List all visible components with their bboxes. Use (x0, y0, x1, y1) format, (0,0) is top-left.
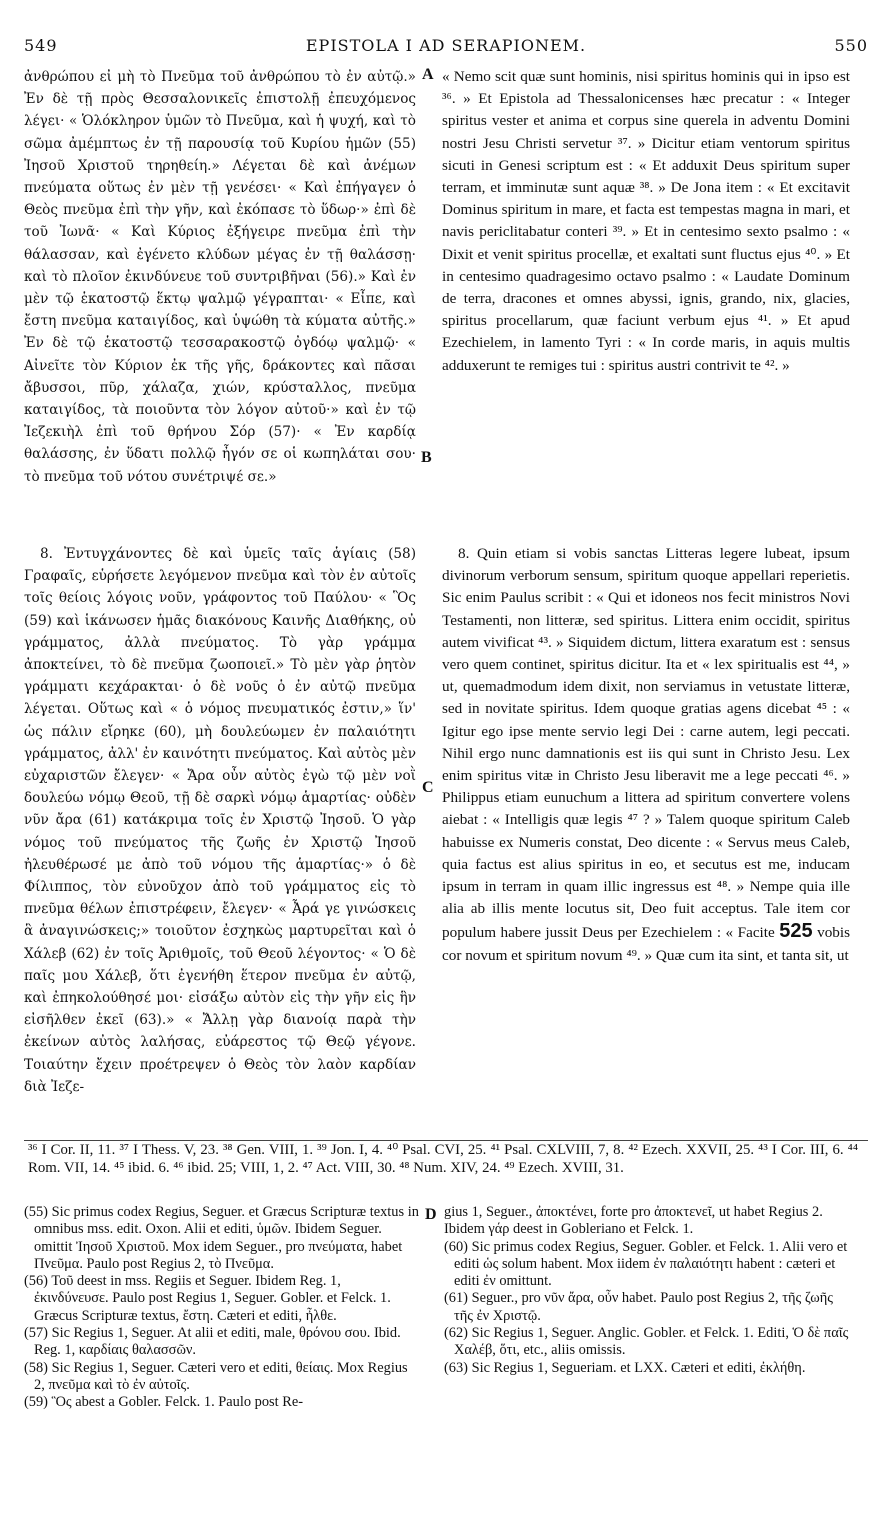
latin-column-section-1 (442, 66, 850, 377)
note-62: (62) Sic Regius 1, Seguer. Anglic. Gobler. et Felck. 1. Editi, Ὁ δὲ παῖς Χαλέβ, ὅτι, etc., aliis omissis. (444, 1325, 849, 1359)
margin-mark-c: C (422, 779, 434, 796)
note-58: (58) Sic Regius 1, Seguer. Cæteri vero et editi, θείαις. Mox Regius 2, πνεῦμα καὶ τὸ ἐν αὐτοῖς. (24, 1359, 408, 1393)
greek-paragraph-8: 8. Ἐντυγχάνοντες δὲ καὶ ὑμεῖς ταῖς ἁγίαις (58) Γραφαῖς, εὑρήσετε λεγόμενον πνεῦμα καὶ τὸν ἐν αὐτοῖς τοῖς θείοις λόγοις νοῦν, γράφοντος τοῦ Παύλου· « Ὃς (59) καὶ ἱκάνωσεν ἡμᾶς διακόνους Καινῆς Διαθήκης, οὐ γράμματος, ἀλλὰ πνεύματος. Τὸ γὰρ γράμμα ἀποκτείνει, τὸ δὲ πνεῦμα ζωοποιεῖ.» Τὸ μὲν γὰρ ῥητὸν γράμματι κεχάρακται· ὁ δὲ νοῦς ὁ ἐν αὐτῷ πνεῦμα λέγεται. Οὕτως καὶ « ὁ νόμος πνευματικός ἐστιν,» ἵν' ὡς πάλιν εἴρηκε (60), μὴ δουλεύωμεν ἐν παλαιότητι γράμματος, ἀλλ' ἐν καινότητι πνεύματος. Καὶ αὐτὸς μὲν εὐχαριστῶν ἔλεγεν· « Ἄρα οὖν αὐτὸς ἐγὼ τῷ μὲν νοῒ δουλεύω νόμῳ Θεοῦ, τῇ δὲ σαρκὶ νόμῳ ἁμαρτίας· οὐδὲν νῦν ἄρα (61) κατάκριμα τοῖς ἐν Χριστῷ Ἰησοῦ. Ὁ γὰρ νόμος τοῦ πνεύματος τῆς ζωῆς ἐν Χριστῷ Ἰησοῦ ἠλευθέρωσέ με ἀπὸ τοῦ νόμου τῆς ἁμαρτίας·» ὁ δὲ Φίλιππος, τὸν εὐνοῦχον ἀπὸ τοῦ γράμματος εἰς τὸ πνεῦμα θέλων ἐπιστρέφειν, ἔλεγεν· « Ἆρά γε γινώσκεις ἃ ἀναγινώσκεις;» τοιοῦτον ἐσχηκὼς μαρτυρεῖται καὶ ὁ Χάλεβ (62) ἐν τοῖς Ἀριθμοῖς, τοῦ Θεοῦ λέγοντος· « Ὁ δὲ παῖς μου Χάλεβ, ὅτι ἐγενήθη ἕτερον πνεῦμα ἐν αὐτῷ, καὶ ἐπηκολούθησέ μοι· εἰσάξω αὐτὸν εἰς τὴν γῆν εἰς ἣν εἰσῆλθεν ἐκεῖ (63).» « Ἄλλῃ γὰρ διανοίᾳ παρὰ τὴν ἐκείνων αὐτὸς λαλήσας, εὐάρεστος τῷ Θεῷ γέγονε. Τοιαύτην ἔχειν προέτρεψεν ὁ Θεὸς τὸν λαὸν καρδίαν διὰ Ἰεζε- (24, 546, 416, 1095)
note-56: (56) Τοῦ deest in mss. Regiis et Seguer. Ibidem Reg. 1, ἐκινδύνευσε. Paulo post Regius 1, Seguer. Gobler. et Felck. 1. Græcus Scripturæ textus, ἔστη. Cæteri et editi, ἦλθε. (24, 1273, 391, 1324)
margin-mark-d: D (425, 1206, 437, 1223)
note-57: (57) Sic Regius 1, Seguer. At alii et editi, male, θρόνου σου. Ibid. Reg. 1, καρδίαις θαλασσῶν. (24, 1325, 401, 1359)
margin-mark-b: B (421, 449, 432, 466)
note-55: (55) Sic primus codex Regius, Seguer. et Græcus Scripturæ textus in omnibus mss. edit. Oxon. Alii et editi, ὑμῶν. Ibidem Seguer. omittit Ἰησοῦ Χριστοῦ. Mox idem Seguer., pro πνεύματα, habet Πνεῦμα. Paulo post Regius 2, τὸ Πνεῦμα. (24, 1204, 419, 1272)
greek-column-section-1 (24, 66, 416, 488)
running-title: EPISTOLA I AD SERAPIONEM. (305, 36, 587, 55)
note-61: (61) Seguer., pro νῦν ἄρα, οὖν habet. Paulo post Regius 2, τῆς ζωῆς τῆς ἐν Χριστῷ. (444, 1290, 833, 1324)
running-header (24, 36, 868, 58)
scripture-references: ³⁶ I Cor. II, 11. ³⁷ I Thess. V, 23. ³⁸ Gen. VIII, 1. ³⁹ Jon. I, 4. ⁴⁰ Psal. CVI, 25. ⁴¹ Psal. CXLVIII, 7, 8. ⁴² Ezech. XXVII, 25. ⁴³ I Cor. III, 6. ⁴⁴ Rom. VII, 14. ⁴⁵ ibid. 6. ⁴⁶ ibid. 25; VIII, 1, 2. ⁴⁷ Act. VIII, 30. ⁴⁸ Num. XIV, 24. ⁴⁹ Ezech. XVIII, 31. (28, 1142, 858, 1176)
note-60: (60) Sic primus codex Regius, Seguer. Gobler. et Felck. 1. Alii vero et editi ὡς solum habent. Mox iidem ἐν παλαιότητι habent : cæteri et editi ἐν omittunt. (444, 1238, 848, 1290)
left-page-number: 549 (24, 36, 58, 55)
latin-paragraph-8-end: vobis cor novum et spiritum novum ⁴⁹. » Quæ cum ita sint, et tanta sit, ut (442, 924, 851, 964)
inline-page-number: 525 (779, 920, 813, 943)
critical-notes-right (444, 1204, 854, 1377)
latin-column-section-2 (442, 543, 850, 967)
note-63: (63) Sic Regius 1, Segueriam. et LXX. Cæteri et editi, ἐκλήθη. (444, 1359, 806, 1376)
latin-paragraph-8-text: 8. Quin etiam si vobis sanctas Litteras legere lubeat, ipsum divinorum verborum sensum, spiritum quoque appellari reperietis. Sic enim Paulus scribit : « Qui et idoneos nos fecit ministros Novi Testamenti, non litteræ, sed spiritus. Littera enim occidit, spiritus autem vivificat ⁴³. » Siquidem dictum, littera exaratum est : sensus vero quem continet, spiritus dicitur. Ita et « lex spiritualis est ⁴⁴, » ut, quemadmodum idem dixit, non serviamus in vetustate litteræ, sed in novitate spiritus. Idem quoque gratias agens dicebat ⁴⁵ : « Igitur ego ipse mente servio legi Dei : carne autem, legi peccati. Nihil ergo nunc damnationis est iis qui sunt in Christo Jesu. Lex enim spiritus vitæ in Christo Jesu liberavit me a lege peccati ⁴⁶. » Philippus etiam eunuchum a littera ad spiritum convertere volens aiebat : « Intelligis quæ legis ⁴⁷ ? » Talem quoque spiritum Caleb habuisse ex Numeris constat, Deo dicente : « Servus meus Caleb, quia factus est alius spiritus in eo, et secutus est me, inducam ipsum in terram in quam illic ingressus est ⁴⁸. » Nempe quia ille alia ab illis mente locutus sit, Deo fuit acceptus. Tale item cor populum habere jussit Deus per Ezechielem : « Facite (442, 545, 850, 942)
right-page-number: 550 (834, 36, 868, 55)
margin-mark-a: A (422, 66, 434, 83)
latin-paragraph: « Nemo scit quæ sunt hominis, nisi spiritus hominis qui in ipso est ³⁶. » Et Epistola ad Thessalonicenses hæc precatur : « Integer spiritus vester et anima et corpus sine querela in adventu Domini nostri Jesu Christi servetur ³⁷. » Dicitur etiam ventorum spiritus sicuti in Genesi scriptum est : « Et adduxit Deus spiritum super terram, et imminutæ sunt aquæ ³⁸. » De Jona item : « Et excitavit Dominus spiritum in mare, et facta est tempestas magna in mari, et navis periclitabatur conteri ³⁹. » Et in centesimo sexto psalmo : « Dixit et venit spiritus procellæ, et exaltati sunt fluctus ejus ⁴⁰. » Et in centesimo quadragesimo octavo psalmo : « Laudate Dominum de terra, dracones et omnes abyssi, ignis, grando, nix, glacies, spiritus procellarum, quæ faciunt verbum ejus ⁴¹. » Et apud Ezechielem, in lamento Tyri : « In corde maris, in aquis multis adduxerunt te remiges tui : spiritus austri contrivit te ⁴². » (442, 68, 850, 374)
critical-notes-left (24, 1204, 419, 1412)
greek-column-section-2 (24, 543, 416, 1098)
greek-paragraph: ἀνθρώπου εἰ μὴ τὸ Πνεῦμα τοῦ ἀνθρώπου τὸ ἐν αὐτῷ.» Ἐν δὲ τῇ πρὸς Θεσσαλονικεῖς ἐπιστολῇ ἐπευχόμενος λέγει· « Ὁλόκληρον ὑμῶν τὸ Πνεῦμα, καὶ ἡ ψυχή, καὶ τὸ σῶμα ἀμέμπτως ἐν τῇ παρουσίᾳ τοῦ Κυρίου ἡμῶν (55) Ἰησοῦ Χριστοῦ τηρηθείη.» Λέγεται δὲ καὶ ἀνέμων πνεύματα οὕτως ἐν μὲν τῇ γενέσει· « Καὶ ἐπήγαγεν ὁ Θεὸς πνεῦμα ἐπὶ τὴν γῆν, καὶ ἐκόπασε τὸ ὕδωρ·» ἐπὶ δὲ τοῦ Ἰωνᾶ· « Καὶ Κύριος ἐξήγειρε πνεῦμα ἐπὶ τὴν θάλασσαν, καὶ ἐγένετο κλύδων μέγας ἐν τῇ θαλάσσῃ· καὶ τὸ πλοῖον ἐκινδύνευε τοῦ συντριβῆναι (56).» Καὶ ἐν μὲν τῷ ἑκατοστῷ ἕκτῳ ψαλμῷ γέγραπται· « Εἶπε, καὶ ἔστη πνεῦμα καταιγίδος, καὶ ὑψώθη τὰ κύματα αὐτῆς.» Ἐν δὲ τῷ ἑκατοστῷ τεσσαρακοστῷ ὀγδόῳ ψαλμῷ· « Αἰνεῖτε τὸν Κύριον ἐκ τῆς γῆς, δράκοντες καὶ πᾶσαι ἄβυσσοι, πῦρ, χάλαζα, χιών, κρύσταλλος, πνεῦμα καταιγίδος, τὰ ποιοῦντα τὸν λόγον αὐτοῦ·» καὶ ἐν τῷ Ἰεζεκιὴλ ἐπὶ τοῦ θρήνου Σόρ (57)· « Ἐν καρδίᾳ θαλάσσης, ἐν ὕδατι πολλῷ ἦγόν σε οἱ κωπηλάται σου· τὸ πνεῦμα τοῦ νότου συνέτριψέ σε.» (24, 69, 416, 485)
note-59-continued: gius 1, Seguer., ἀποκτένει, forte pro ἀποκτενεῖ, ut habet Regius 2. Ibidem γάρ deest in Gobleriano et Felck. 1. (444, 1204, 823, 1238)
footnote-divider (24, 1140, 868, 1141)
note-59: (59) Ὃς abest a Gobler. Felck. 1. Paulo post Re- (24, 1394, 304, 1411)
latin-paragraph-8 (442, 543, 850, 967)
